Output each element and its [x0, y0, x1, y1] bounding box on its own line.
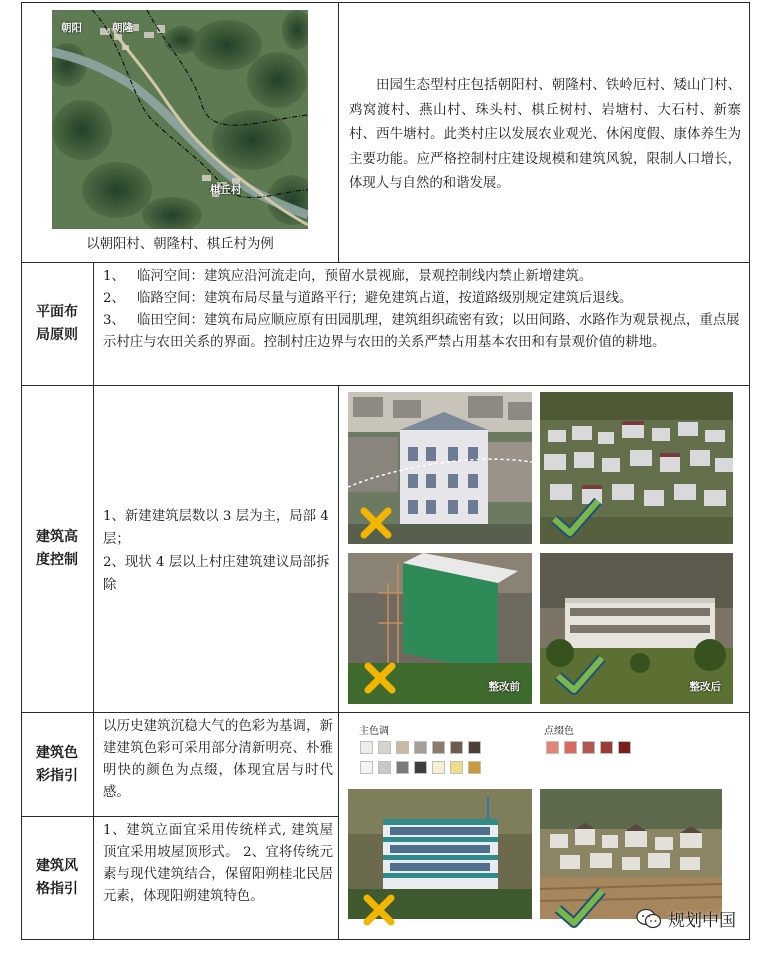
accent-color-swatch: [618, 741, 631, 754]
accent-color-title: 点缀色: [544, 726, 574, 737]
height-control-text: 1、新建建筑层数以 3 层为主，局部 4 层； 2、现状 4 层以上村庄建筑建议局部拆除: [103, 509, 330, 593]
map-label-qiqiu: 棋丘村: [210, 184, 242, 196]
main-color-swatch: [450, 761, 463, 774]
accent-color-swatch: [600, 741, 613, 754]
main-color-swatch: [360, 741, 373, 754]
main-color-swatch: [396, 761, 409, 774]
main-color-swatch: [378, 761, 391, 774]
wechat-icon: [636, 908, 662, 930]
item-number: 1、: [103, 269, 125, 284]
main-color-swatch: [360, 761, 373, 774]
height-control-label: 建筑高度控制: [36, 529, 78, 568]
item-number: 2、: [103, 291, 125, 306]
main-color-swatch: [414, 761, 427, 774]
item-number: 3、: [103, 313, 125, 328]
color-guide-text: 以历史建筑沉稳大气的色彩为基调，新建建筑色彩可采用部分清新明亮、朴雅明快的颜色为点缀，体现宜居与时代感。: [103, 719, 333, 800]
accent-color-swatch: [546, 741, 559, 754]
watermark: [636, 906, 736, 931]
main-color-title: 主色调: [359, 726, 389, 737]
row-divider-1: [21, 262, 750, 263]
before-tag: 整改前: [488, 681, 520, 693]
cross-icon: [359, 890, 399, 930]
table-border-bottom: [21, 939, 750, 940]
item-text: 临田空间：建筑布局应顺应原有田园肌理，建筑组织疏密有致；以田间路、水路作为观景视点，重点展示村庄与农田关系的界面。控制村庄边界与农田的关系严禁占用基本农田和有景观价值的耕地。: [103, 313, 740, 350]
after-tag: 整改后: [689, 681, 721, 693]
map-caption: 以朝阳村、朝隆村、棋丘村为例: [86, 237, 274, 252]
color-guide-label: 建筑色彩指引: [36, 744, 78, 784]
main-color-swatch: [468, 741, 481, 754]
main-color-swatch: [396, 741, 409, 754]
layout-principle-label: 平面布局原则: [36, 304, 78, 343]
map-label-chaoyang: 朝阳: [61, 22, 82, 34]
col-divider-label: [93, 262, 94, 940]
row-divider-3: [21, 712, 750, 713]
item-text: 临路空间：建筑布局尽量与道路平行；避免建筑占道，按道路级别规定建筑后退线。: [137, 291, 633, 306]
layout-item-1: [103, 266, 743, 288]
table-border-top: [21, 2, 750, 3]
table-border-right: [749, 2, 750, 940]
col-divider-top: [338, 2, 339, 263]
style-guide-text: 1、建筑立面宜采用传统样式, 建筑屋顶宜采用坡屋顶形式。 2、宜将传统元素与现代建筑结合，保留阳朔桂北民居元素，体现阳朔建筑特色。: [103, 823, 333, 904]
layout-principle-list: [103, 266, 743, 354]
layout-item-2: [103, 288, 743, 310]
cross-icon: [360, 658, 400, 698]
col-divider-images: [338, 385, 339, 940]
main-color-swatch: [432, 761, 445, 774]
table-border-left: [21, 2, 22, 940]
cross-icon: [356, 503, 396, 543]
main-color-swatch: [378, 741, 391, 754]
intro-paragraph: 田园生态型村庄包括朝阳村、朝隆村、铁岭厄村、矮山门村、鸡窝渡村、燕山村、珠头村、棋丘树村、岩塘村、大石村、新寨村、西牛塘村。此类村庄以发展农业观光、休闲度假、康体养生为主要功能。应严格控制村庄建设规模和建筑风貌，限制人口增长，体现人与自然的和谐发展。: [349, 78, 741, 191]
row-divider-2: [21, 385, 750, 386]
style-guide-label: 建筑风格指引: [36, 858, 78, 897]
satellite-map-image: [52, 10, 308, 229]
accent-color-swatch: [582, 741, 595, 754]
item-text: 临河空间：建筑应沿河流走向，预留水景视廊，景观控制线内禁止新增建筑。: [137, 269, 593, 284]
watermark-text: 规划中国: [668, 911, 736, 931]
main-color-swatch: [432, 741, 445, 754]
map-label-chaolong: 朝隆: [112, 22, 133, 34]
check-icon: [552, 652, 608, 698]
layout-item-3: [103, 310, 743, 354]
check-icon: [548, 495, 604, 541]
check-icon: [552, 885, 608, 931]
main-color-swatch: [414, 741, 427, 754]
main-color-swatch: [468, 761, 481, 774]
accent-color-swatch: [564, 741, 577, 754]
main-color-swatch: [450, 741, 463, 754]
